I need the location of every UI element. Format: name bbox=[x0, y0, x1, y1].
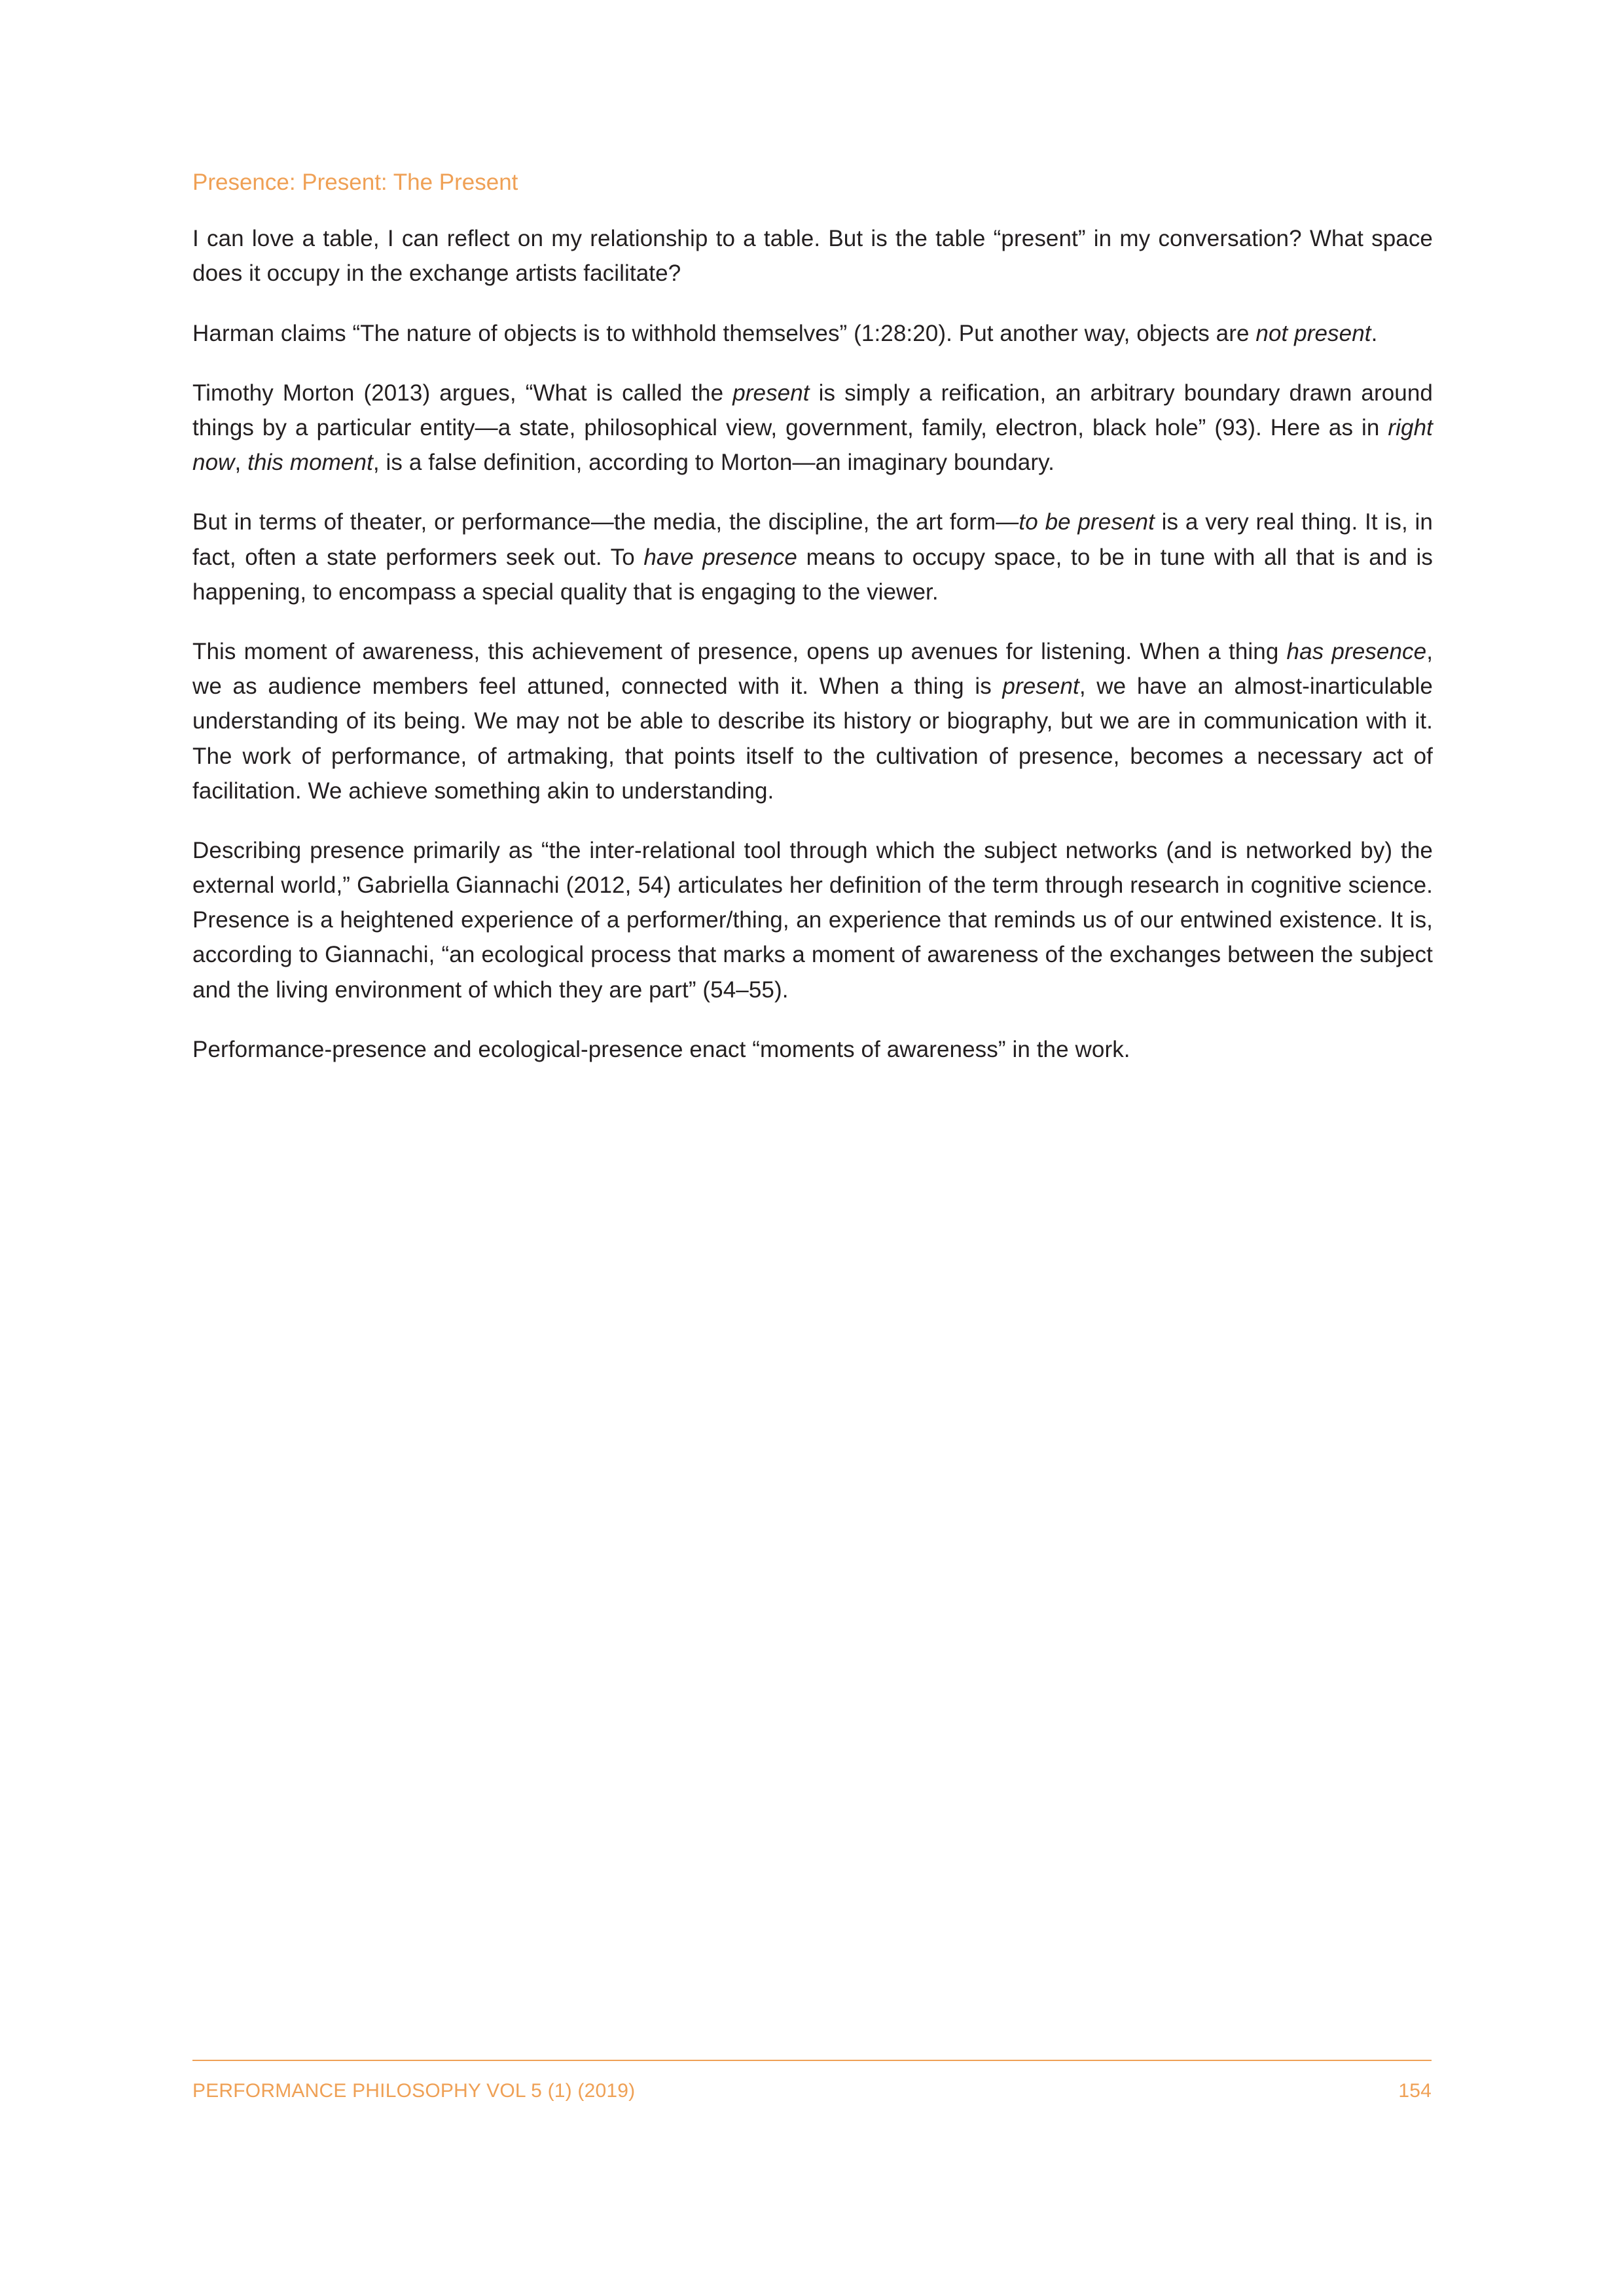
page-content bbox=[192, 167, 1433, 1092]
text-run: is a very real thing. It is, in fact, often a state performers seek out. To bbox=[192, 509, 1433, 570]
body-text bbox=[192, 221, 1433, 1067]
emphasis-text: have presence bbox=[643, 544, 797, 570]
text-run: , bbox=[234, 450, 248, 476]
body-paragraph bbox=[192, 376, 1433, 480]
footer-page-number: 154 bbox=[1398, 2080, 1432, 2102]
text-run: , is a false definition, according to Morton—an imaginary boundary. bbox=[372, 450, 1055, 476]
text-run: . bbox=[1371, 320, 1378, 346]
text-run: Describing presence primarily as “the inter-relational tool through which the subject networks (and is networked by) the external world,” Gabriella Giannachi (2012, 54) articulates her definition of the term through research in cognitive science. Presence is a heightened experience of a performer/thing, an experience that reminds us of our entwined existence. It is, according to Giannachi, “an ecological process that marks a moment of awareness of the exchanges between the subject and the living environment of which they are part” (54–55). bbox=[192, 837, 1433, 1003]
emphasis-text: present bbox=[732, 380, 810, 406]
emphasis-text: present bbox=[1002, 673, 1079, 700]
body-paragraph bbox=[192, 221, 1433, 291]
emphasis-text: right now bbox=[192, 415, 1433, 476]
body-paragraph bbox=[192, 316, 1433, 351]
text-run: Timothy Morton (2013) argues, “What is called the bbox=[192, 380, 733, 406]
footer-journal-line: PERFORMANCE PHILOSOPHY VOL 5 (1) (2019) bbox=[192, 2080, 636, 2102]
body-paragraph bbox=[192, 1032, 1433, 1067]
text-run: Performance-presence and ecological-presence enact “moments of awareness” in the work. bbox=[192, 1036, 1130, 1062]
text-run: , we have an almost-inarticulable understanding of its being. We may not be able to describe its history or biography, but we are in communication with it. The work of performance, of artmaking, that points itself to the cultivation of presence, becomes a necessary act of facilitation. We achieve something akin to understanding. bbox=[192, 673, 1433, 804]
emphasis-text: to be present bbox=[1019, 509, 1155, 535]
section-heading: Presence: Present: The Present bbox=[192, 170, 518, 195]
text-run: , we as audience members feel attuned, connected with it. When a thing is bbox=[192, 638, 1434, 700]
emphasis-text: not present bbox=[1255, 320, 1371, 346]
page-footer bbox=[192, 2080, 1432, 2102]
text-run: means to occupy space, to be in tune with all that is and is happening, to encompass a special quality that is engaging to the viewer. bbox=[192, 544, 1434, 605]
body-paragraph bbox=[192, 634, 1433, 808]
body-paragraph bbox=[192, 833, 1433, 1007]
text-run: I can love a table, I can reflect on my relationship to a table. But is the table “present” in my conversation? What space does it occupy in the exchange artists facilitate? bbox=[192, 226, 1433, 287]
footer-divider bbox=[192, 2060, 1432, 2061]
text-run: Harman claims “The nature of objects is to withhold themselves” (1:28:20). Put another way, objects are bbox=[192, 320, 1256, 346]
emphasis-text: has presence bbox=[1286, 638, 1427, 664]
text-run: is simply a reification, an arbitrary boundary drawn around things by a particular entity—a state, philosophical view, government, family, electron, black hole” (93). Here as in bbox=[192, 380, 1433, 440]
text-run: This moment of awareness, this achievement of presence, opens up avenues for listening. When a thing bbox=[192, 638, 1287, 664]
emphasis-text: this moment bbox=[247, 450, 373, 476]
body-paragraph bbox=[192, 505, 1433, 609]
text-run: But in terms of theater, or performance—the media, the discipline, the art form— bbox=[192, 509, 1019, 535]
